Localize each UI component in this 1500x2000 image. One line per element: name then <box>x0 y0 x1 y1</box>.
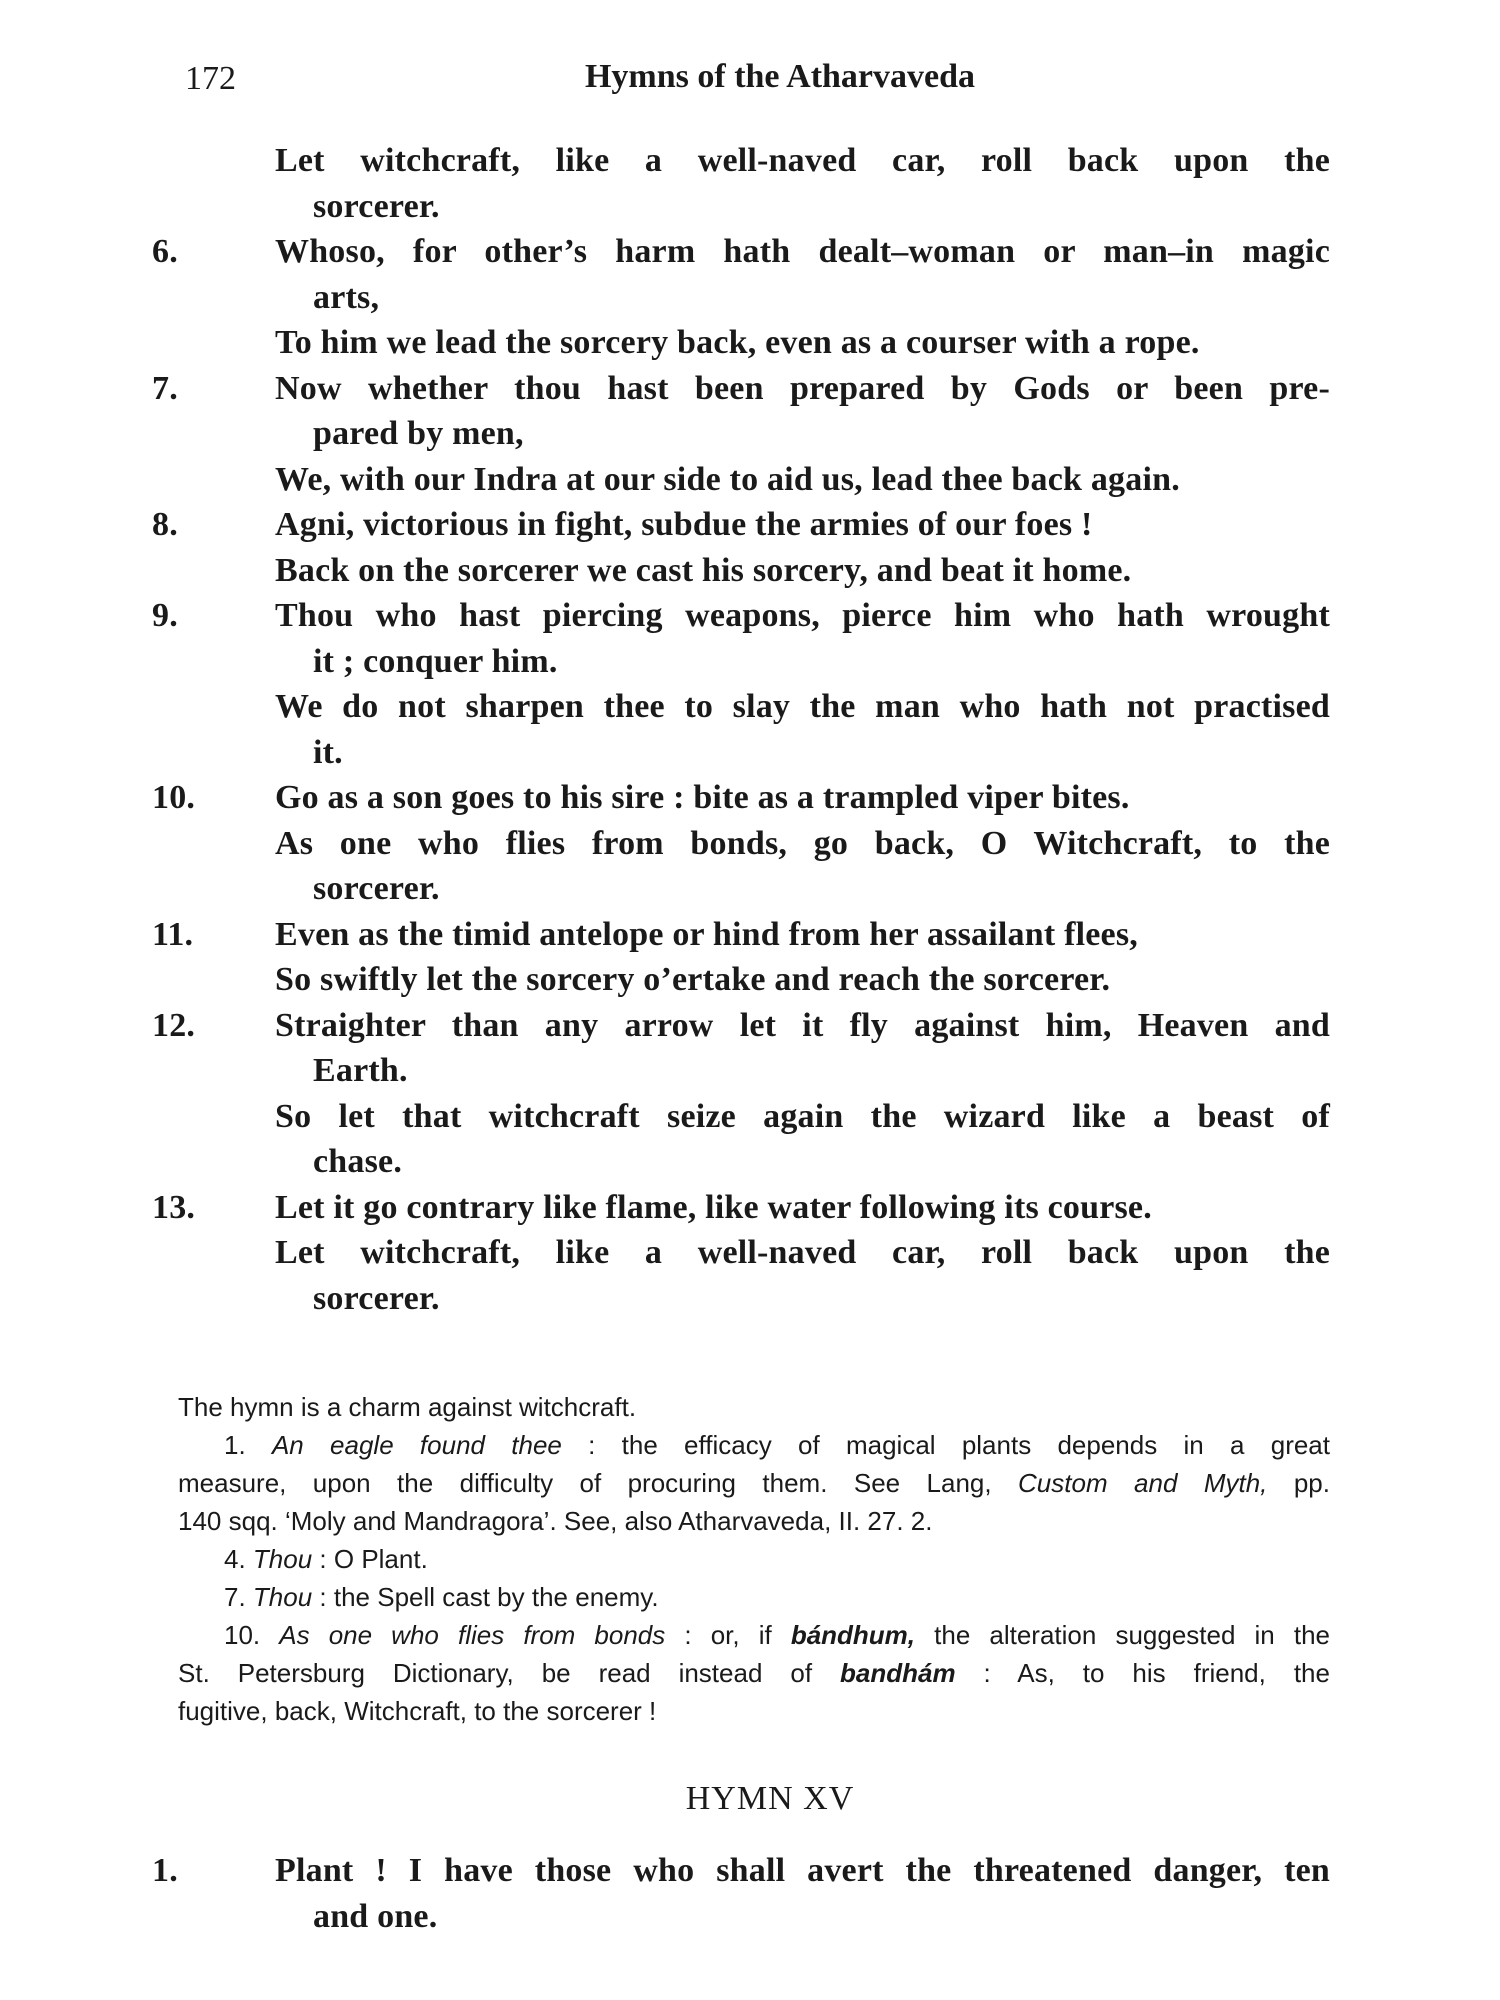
verse-line: sorcerer. <box>313 187 440 225</box>
verse-line <box>152 1185 1330 1231</box>
note-label: 7. <box>224 1582 246 1612</box>
note-1-line-2 <box>178 1464 1330 1502</box>
verse-line <box>152 912 1330 958</box>
verse-line: We, with our Indra at our side to aid us, lead thee back again. <box>275 460 1180 498</box>
note-lead: An eagle found thee <box>271 1430 562 1460</box>
verse-text: Whoso, for other’s harm hath dealt–woman or man–in magic <box>275 233 1330 270</box>
note-label: 4. <box>224 1544 246 1574</box>
verse-text: Straighter than any arrow let it fly against him, Heaven and <box>275 1006 1330 1044</box>
verse-line <box>152 1003 1330 1049</box>
verse-number: 7. <box>152 369 178 407</box>
page-number: 172 <box>185 60 236 97</box>
verses-block <box>152 138 1330 1321</box>
verse-text: Agni, victorious in fight, subdue the armies of our foes ! <box>275 506 1093 543</box>
running-title: Hymns of the Atharvaveda <box>584 58 976 95</box>
verse-line <box>152 502 1330 548</box>
note-intro: The hymn is a charm against witchcraft. <box>178 1392 637 1422</box>
verse-text: Even as the timid antelope or hind from her assailant flees, <box>275 915 1138 953</box>
verse-number: 10. <box>152 779 196 816</box>
verse-line: We do not sharpen thee to slay the man who hath not practised <box>275 688 1330 725</box>
verse-line <box>152 1848 1330 1894</box>
note-text: pp. <box>1293 1468 1330 1498</box>
verse-text: Now whether thou hast been prepared by Gods or been pre- <box>275 369 1330 407</box>
verse-text: Thou who hast piercing weapons, pierce him who hath wrought <box>275 597 1330 634</box>
verse-number: 12. <box>152 1006 196 1044</box>
verse-text: Plant ! I have those who shall avert the threatened danger, ten <box>275 1852 1330 1889</box>
sanskrit-word: bandhám <box>840 1658 956 1688</box>
book-title: Custom and Myth, <box>1018 1468 1268 1498</box>
note-text: the alteration suggested in the <box>934 1620 1330 1650</box>
hymn-title: HYMN XV <box>685 1780 855 1817</box>
note-text: : the Spell cast by the enemy. <box>319 1582 659 1612</box>
note-text: : the efficacy of magical plants depends in a great <box>588 1430 1330 1460</box>
footnotes <box>178 1388 1330 1730</box>
verse-line: sorcerer. <box>313 870 440 907</box>
note-text: St. Petersburg Dictionary, be read instead of <box>178 1658 813 1688</box>
note-1-line-3: 140 sqq. ‘Moly and Mandragora’. See, also Atharvaveda, II. 27. 2. <box>178 1506 933 1536</box>
verse-number: 13. <box>152 1188 196 1226</box>
verse-line: arts, <box>313 278 380 316</box>
verse-line: So swiftly let the sorcery o’ertake and reach the sorcerer. <box>275 961 1111 998</box>
verse-line: As one who flies from bonds, go back, O Witchcraft, to the <box>275 824 1330 862</box>
note-4 <box>178 1540 1330 1578</box>
page-header <box>0 52 1500 102</box>
verse-line: sorcerer. <box>313 1279 440 1317</box>
note-text: : As, to his friend, the <box>983 1658 1330 1688</box>
verse-number: 11. <box>152 915 194 953</box>
verse-number: 8. <box>152 506 178 543</box>
verse-number: 1. <box>152 1852 178 1889</box>
hymn-xv-verses <box>152 1848 1330 1939</box>
verse-line: To him we lead the sorcery back, even as a courser with a rope. <box>275 324 1200 361</box>
verse-line: Let witchcraft, like a well-naved car, roll back upon the <box>275 1234 1330 1271</box>
note-10-line-2 <box>178 1654 1330 1692</box>
verse-line <box>152 593 1330 639</box>
note-1 <box>178 1426 1330 1464</box>
note-label: 10. <box>224 1620 261 1650</box>
verse-line <box>152 366 1330 412</box>
verse-number: 9. <box>152 597 178 634</box>
verse-text: Let it go contrary like flame, like water following its course. <box>275 1188 1152 1226</box>
verse-line: Let witchcraft, like a well-naved car, roll back upon the <box>275 142 1330 179</box>
verse-line <box>152 229 1330 275</box>
verse-text: Go as a son goes to his sire : bite as a trampled viper bites. <box>275 779 1130 816</box>
note-text: measure, upon the difficulty of procuring them. See Lang, <box>178 1468 992 1498</box>
note-10 <box>178 1616 1330 1654</box>
note-label: 1. <box>224 1430 246 1460</box>
verse-line: Back on the sorcerer we cast his sorcery, and beat it home. <box>275 551 1132 589</box>
verse-line <box>152 775 1330 821</box>
note-text: : or, if <box>684 1620 772 1650</box>
verse-line: So let that witchcraft seize again the wizard like a beast of <box>275 1097 1330 1135</box>
note-lead: Thou <box>252 1582 313 1612</box>
verse-line: it. <box>313 733 343 771</box>
note-10-line-3: fugitive, back, Witchcraft, to the sorcerer ! <box>178 1696 657 1726</box>
sanskrit-word: bándhum, <box>790 1620 916 1650</box>
verse-line: chase. <box>313 1143 403 1180</box>
note-text: : O Plant. <box>319 1544 428 1574</box>
verse-line: it ; conquer him. <box>313 642 558 680</box>
note-lead: As one who flies from bonds <box>279 1620 666 1650</box>
verse-line: pared by men, <box>313 415 524 452</box>
verse-line: Earth. <box>313 1052 408 1089</box>
note-lead: Thou <box>252 1544 313 1574</box>
verse-line: and one. <box>313 1897 438 1935</box>
verse-number: 6. <box>152 233 178 270</box>
note-7 <box>178 1578 1330 1616</box>
